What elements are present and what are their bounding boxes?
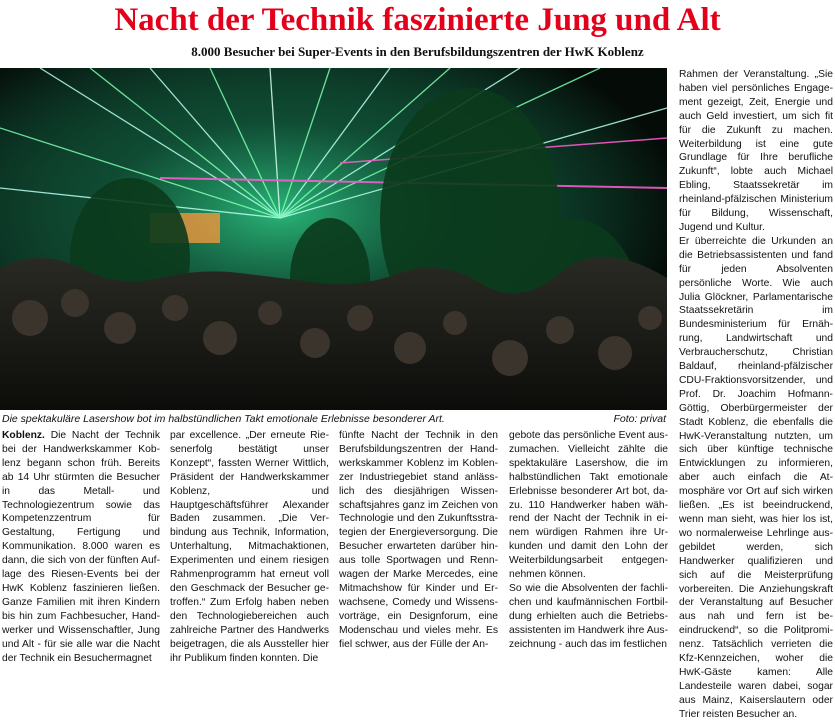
paragraph: Er überreichte die Urkunden an die Betriebsassistenten und fand für jeden Absolventen persönliche Worte. Wie auch Julia Glöckner, Parlamentarische Staatssekretärin im Bundesministerium für Ernährung, Landwirtschaft und Verbraucherschutz, Christian Baldauf, rheinland-pfälzischer CDU-Fraktionsvorsitzender, und Prof. Dr. Joachim Hofmann-Göttig, Oberbürgermeister der Stadt Koblenz, die ebenfalls die HwK-Veranstaltung nutzten, um sich über künftige technische Entwicklungen zu informieren, aber auch einfach die Atmosphäre vor Ort auf sich wirken ließen. „Es ist beeindruckend, wenn man sieht, was hier los ist, wo normalerweise Lehrlinge ausgebildet werden, sich Handwerker qualifizieren und sich auf die Meisterprüfung vorbereiten. Die Anziehungskraft der Veranstaltung auf Besucher aus nah und fern ist beeindruckend“, so die Politprominenz. Tatsächlich verrieten die Kfz-Kennzeichen, woher die HwK-Gäste kamen: Alle Landesteile waren dabei, sogar aus Mainz, Kaiserslautern oder Trier reisten Besucher an.: [679, 235, 833, 720]
paragraph: gebote das persönliche Event auszumachen. Vielleicht zählte die spektakuläre Lasershow, die im halbstündlichen Takt emotionale Erlebnisse besonderer Art bot, dazu. 110 Handwerker haben während der Nacht der Technik in einem würdigen Rahmen ihre Urkunden und damit den Lohn der Weiterbildungsarbeit entgegennehmen können.: [509, 430, 668, 581]
text-column-3: [339, 429, 498, 652]
photo-credit: Foto: privat: [613, 413, 666, 425]
paragraph: Rahmen der Veranstaltung. „Sie haben viel persönliches Engagement gezeigt, Zeit, Energie und auch Geld investiert, um sich fit für die Zukunft zu machen. Weiterbildung ist eine gute Grundlage für Ihre berufliche Zukunft“, lobte auch Michael Ebling, Staatssekretär im rheinland-pfälzischen Ministerium für Bildung, Wissenschaft, Jugend und Kultur.: [679, 69, 833, 233]
paragraph: par excellence. „Der erneute Riesenerfolg bestätigt unser Konzept“, fassten Werner Wittlich, Präsident der Handwerkskammer Koblenz, und Hauptgeschäftsführer Alexander Baden zusammen. „Die Verbindung aus Technik, Information, Unterhaltung, Mitmachaktionen, Experimenten und einem riesigen Rahmenprogramm hat erneut voll den Geschmack der Besucher getroffen.“ Zum Erfolg haben neben den Technologiebereichen auch zahlreiche Partner des Handwerks beigetragen, die als Aussteller hier ihr Publikum finden konnten. Die: [170, 430, 329, 664]
headline: Nacht der Technik faszinierte Jung und Alt: [114, 2, 721, 38]
dateline: Koblenz.: [2, 430, 45, 441]
paragraph: So wie die Absolventen der fachlichen und kaufmännischen Fortbildung erhielten auch die Betriebsassistenten im Handwerk ihre Auszeichnung - auch das im festlichen: [509, 582, 668, 650]
lasershow-photo: [0, 68, 667, 410]
paragraph: [2, 429, 160, 665]
column-text: Die Nacht der Technik bei der Handwerkskammer Koblenz begann schon früh. Bereits ab 14 Uhr stürmten die Besucher in das Metall- und Technologiezentrum sowie das Kompetenzzentrum für Gestaltung, Fertigung und Kommunikation. 8.000 waren es dann, die sich von der fünften Auflage des Riesen-Events bei der HwK Koblenz faszinieren ließen. Ganze Familien mit ihren Kindern bis hin zum Fachbesucher, Handwerker und Wissenschaftler, Jung und Alt - für sie alle war die Nacht der Technik ein Besuchermagnet: [2, 430, 160, 664]
photo-caption: [2, 411, 666, 427]
caption-text: Die spektakuläre Lasershow bot im halbstündlichen Takt emotionale Erlebnisse besonderer Art.: [2, 413, 445, 425]
text-column-1: [2, 429, 160, 665]
subheadline: 8.000 Besucher bei Super-Events in den Berufsbildungszentren der HwK Koblenz: [191, 44, 644, 59]
paragraph: fünfte Nacht der Technik in den Berufsbildungszentren der Handwerkskammer Koblenz im Koblenzer Industriegebiet stand anlässlich des diesjährigen Wissenschaftsjahres ganz im Zeichen von Technologie und den Zukunftsstrategien der Energieversorgung. Die Besucher erwarteten darüber hinaus tolle Sportwagen und Rennwagen der Marke Mercedes, eine Mitmachshow für Kinder und Erwachsene, Comedy und Wissensvorträge, ein Designforum, eine Modenschau und vieles mehr. Es fiel schwer, aus der Fülle der An-: [339, 430, 498, 650]
text-column-5: [679, 68, 833, 722]
text-column-2: [170, 429, 329, 665]
text-column-4: [509, 429, 668, 652]
